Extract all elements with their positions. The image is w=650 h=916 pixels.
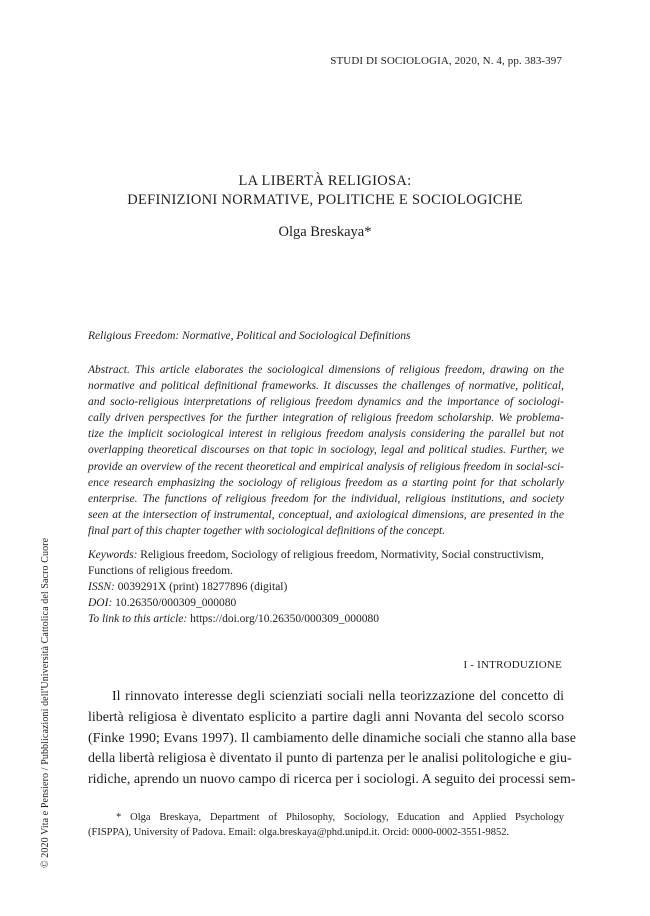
article-metadata bbox=[88, 547, 568, 627]
body-line: ridiche, aprendo un nuovo campo di ricerca per i sociologi. A seguito dei processi sem- bbox=[88, 772, 576, 788]
abstract-line: seen at the intersection of instrumental, conceptual, and axiological dimensions, are presented in the bbox=[88, 508, 564, 521]
journal-reference: STUDI DI SOCIOLOGIA, 2020, N. 4, pp. 383-397 bbox=[330, 55, 562, 67]
issn-label: ISSN: bbox=[88, 581, 115, 594]
abstract-line: cally driven perspectives for the further integration of religious freedom scholarship. We problema- bbox=[88, 412, 564, 425]
body-line: della libertà religiosa è diventato il punto di partenza per le analisi politologiche e giu- bbox=[88, 751, 572, 767]
title-line-2: DEFINIZIONI NORMATIVE, POLITICHE E SOCIOLOGICHE bbox=[127, 192, 523, 208]
abstract-line: ence research emphasizing the sociology of religious freedom as a starting point for that scholarly bbox=[88, 476, 564, 489]
abstract bbox=[88, 362, 564, 539]
keywords-label: Keywords: bbox=[88, 549, 138, 561]
keywords-continuation: Functions of religious freedom. bbox=[88, 565, 234, 578]
abstract-line: enterprise. The functions of religious freedom for the individual, religious institutions, and society bbox=[88, 492, 564, 505]
author-footnote bbox=[88, 810, 564, 840]
abstract-line: normative and political definitional frameworks. It discusses the challenges of normative, political, bbox=[88, 380, 564, 393]
body-line: libertà religiosa è diventato esplicito a partire dagli anni Novanta del secolo scorso bbox=[88, 709, 564, 725]
author-name: Olga Breskaya* bbox=[278, 224, 372, 240]
english-title: Religious Freedom: Normative, Political and Sociological Definitions bbox=[88, 330, 411, 342]
article-link-label: To link to this article: bbox=[88, 613, 188, 626]
doi-line bbox=[88, 595, 568, 611]
body-line: Il rinnovato interesse degli scienziati sociali nella teorizzazione del concetto di bbox=[112, 689, 564, 704]
body-line: (Finke 1990; Evans 1997). Il cambiamento delle dinamiche sociali che stanno alla base bbox=[88, 730, 576, 746]
abstract-line: Abstract. This article elaborates the sociological dimensions of religious freedom, drawing on the bbox=[88, 364, 564, 376]
title-block bbox=[0, 172, 650, 241]
article-link[interactable]: https://doi.org/10.26350/000309_000080 bbox=[190, 613, 380, 626]
title-line-1: LA LIBERTÀ RELIGIOSA: bbox=[238, 173, 412, 189]
abstract-line: tize the implicit sociological interest in religious freedom analysis considering the parallel but not bbox=[88, 428, 564, 441]
issn-line bbox=[88, 579, 568, 595]
issn-value: 0039291X (print) 18277896 (digital) bbox=[117, 581, 288, 594]
abstract-line: overlapping theoretical discourses on that topic in sociology, legal and political studies. Further, we bbox=[88, 444, 564, 457]
copyright-notice: © 2020 Vita e Pensiero / Pubblicazioni dell'Università Cattolica del Sacro Cuore bbox=[40, 537, 51, 868]
section-heading: I - INTRODUZIONE bbox=[463, 659, 562, 671]
doi-label: DOI: bbox=[88, 597, 113, 610]
abstract-line: provide an overview of the recent theoretical and empirical analysis of religious freedom in social-sci- bbox=[88, 460, 564, 473]
abstract-line: and socio-religious interpretations of religious freedom dynamics and the importance of sociologi- bbox=[88, 396, 564, 409]
body-paragraph bbox=[88, 687, 576, 791]
footnote-line: (FISPPA), University of Padova. Email: olga.breskaya@phd.unipd.it. Orcid: 0000-0002-3551-9852. bbox=[88, 827, 510, 838]
abstract-line: final part of this chapter together with sociological definitions of the concept. bbox=[88, 524, 446, 537]
keywords-value: Religious freedom, Sociology of religious freedom, Normativity, Social constructivism, bbox=[140, 549, 544, 561]
doi-value: 10.26350/000309_000080 bbox=[115, 597, 237, 610]
keywords-line bbox=[88, 547, 568, 563]
footnote-line: * Olga Breskaya, Department of Philosophy, Sociology, Education and Applied Psychology bbox=[116, 812, 564, 823]
article-link-line bbox=[88, 611, 568, 627]
